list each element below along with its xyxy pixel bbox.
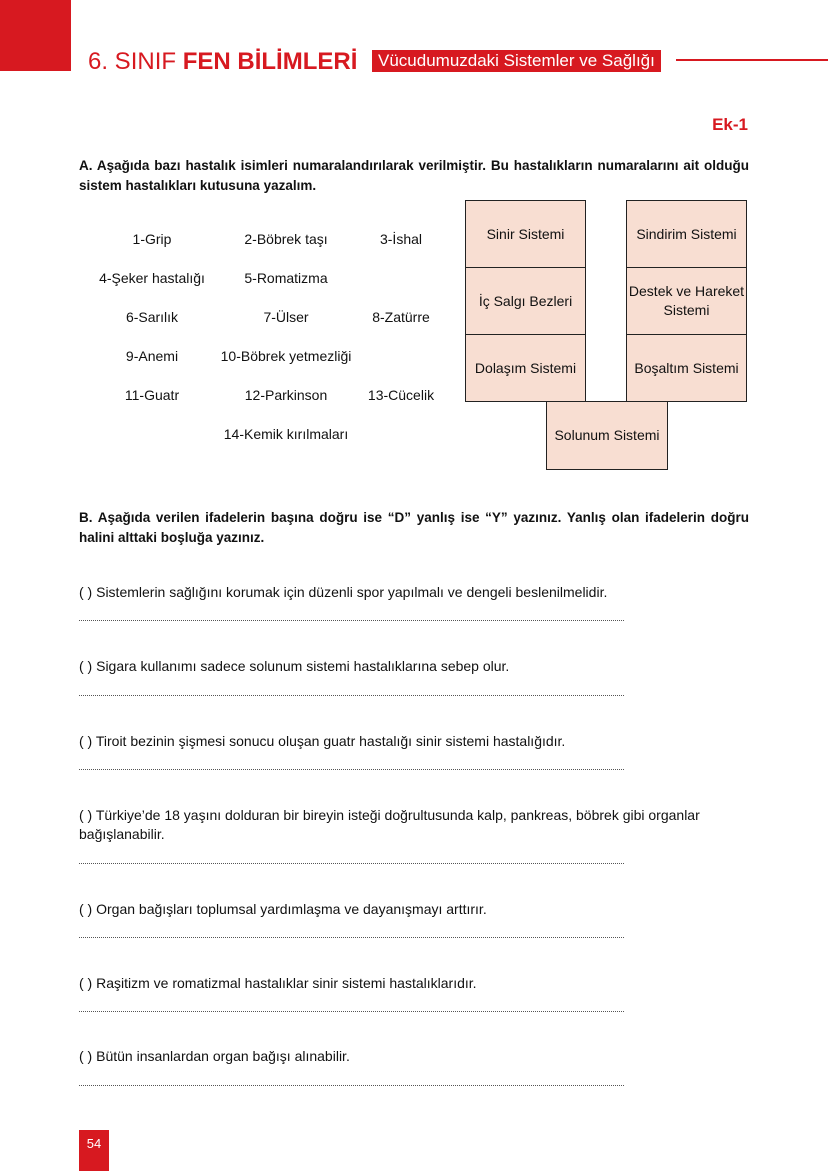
- statement-item: ( ) Türkiye’de 18 yaşını dolduran bir bireyin isteği doğrultusunda kalp, pankreas, böbrek gibi organlar bağışlanabilir.: [79, 807, 700, 842]
- disease-item: 6-Sarılık: [125, 309, 179, 325]
- system-box-respiratory[interactable]: Solunum Sistemi: [546, 401, 668, 470]
- disease-item: 9-Anemi: [125, 348, 179, 364]
- disease-item: 4-Şeker hastalığı: [99, 270, 205, 286]
- disease-item: 8-Zatürre: [372, 309, 430, 325]
- system-box-circulatory[interactable]: Dolaşım Sistemi: [465, 334, 586, 402]
- section-a-instruction: A. Aşağıda bazı hastalık isimleri numaralandırılarak verilmiştir. Bu hastalıkların numaralarını ait olduğu sistem hastalıkları kutusuna yazalım.: [79, 158, 749, 193]
- section-b-instruction: B. Aşağıda verilen ifadelerin başına doğru ise “D” yanlış ise “Y” yazınız. Yanlış olan ifadelerin doğru halini alttaki boşluğa yazınız.: [79, 510, 749, 545]
- system-box-endocrine[interactable]: İç Salgı Bezleri: [465, 267, 586, 335]
- statement-item: ( ) Sigara kullanımı sadece solunum sistemi hastalıklarına sebep olur.: [79, 658, 510, 674]
- answer-line[interactable]: [79, 863, 624, 864]
- disease-item: 13-Cücelik: [367, 387, 435, 403]
- statement-item: ( ) Tiroit bezinin şişmesi sonucu oluşan guatr hastalığı sinir sistemi hastalığıdır.: [79, 733, 566, 749]
- statement-item: ( ) Bütün insanlardan organ bağışı alınabilir.: [79, 1048, 350, 1064]
- subject-label: FEN BİLİMLERİ: [182, 48, 358, 75]
- statement-item: ( ) Sistemlerin sağlığını korumak için düzenli spor yapılmalı ve dengeli beslenilmelidir.: [79, 584, 608, 600]
- grade-label: 6. SINIF: [88, 48, 177, 75]
- page-header-title: [88, 47, 357, 77]
- topic-tag: Vücudumuzdaki Sistemler ve Sağlığı: [372, 50, 661, 72]
- answer-line[interactable]: [79, 1085, 624, 1086]
- appendix-label: Ek-1: [712, 115, 748, 134]
- answer-line[interactable]: [79, 620, 624, 621]
- answer-line[interactable]: [79, 937, 624, 938]
- statement-item: ( ) Raşitizm ve romatizmal hastalıklar sinir sistemi hastalıklarıdır.: [79, 975, 477, 991]
- disease-item: 10-Böbrek yetmezliği: [220, 348, 352, 364]
- statement-item: ( ) Organ bağışları toplumsal yardımlaşma ve dayanışmayı arttırır.: [79, 901, 487, 917]
- disease-item: 11-Guatr: [124, 387, 180, 403]
- answer-line[interactable]: [79, 769, 624, 770]
- system-box-musculoskeletal[interactable]: Destek ve Hareket Sistemi: [626, 267, 747, 335]
- disease-item: 7-Ülser: [263, 309, 309, 325]
- disease-item: 2-Böbrek taşı: [244, 231, 328, 247]
- disease-item: 5-Romatizma: [244, 270, 328, 286]
- page-number: 54: [79, 1130, 109, 1171]
- answer-line[interactable]: [79, 1011, 624, 1012]
- answer-line[interactable]: [79, 695, 624, 696]
- disease-item: 1-Grip: [132, 231, 172, 247]
- system-box-nervous[interactable]: Sinir Sistemi: [465, 200, 586, 268]
- system-box-digestive[interactable]: Sindirim Sistemi: [626, 200, 747, 268]
- header-divider: [676, 59, 828, 61]
- disease-item: 12-Parkinson: [244, 387, 328, 403]
- system-box-excretory[interactable]: Boşaltım Sistemi: [626, 334, 747, 402]
- header-red-block: [0, 0, 71, 71]
- disease-item: 14-Kemik kırılmaları: [223, 426, 349, 442]
- disease-item: 3-İshal: [379, 231, 423, 247]
